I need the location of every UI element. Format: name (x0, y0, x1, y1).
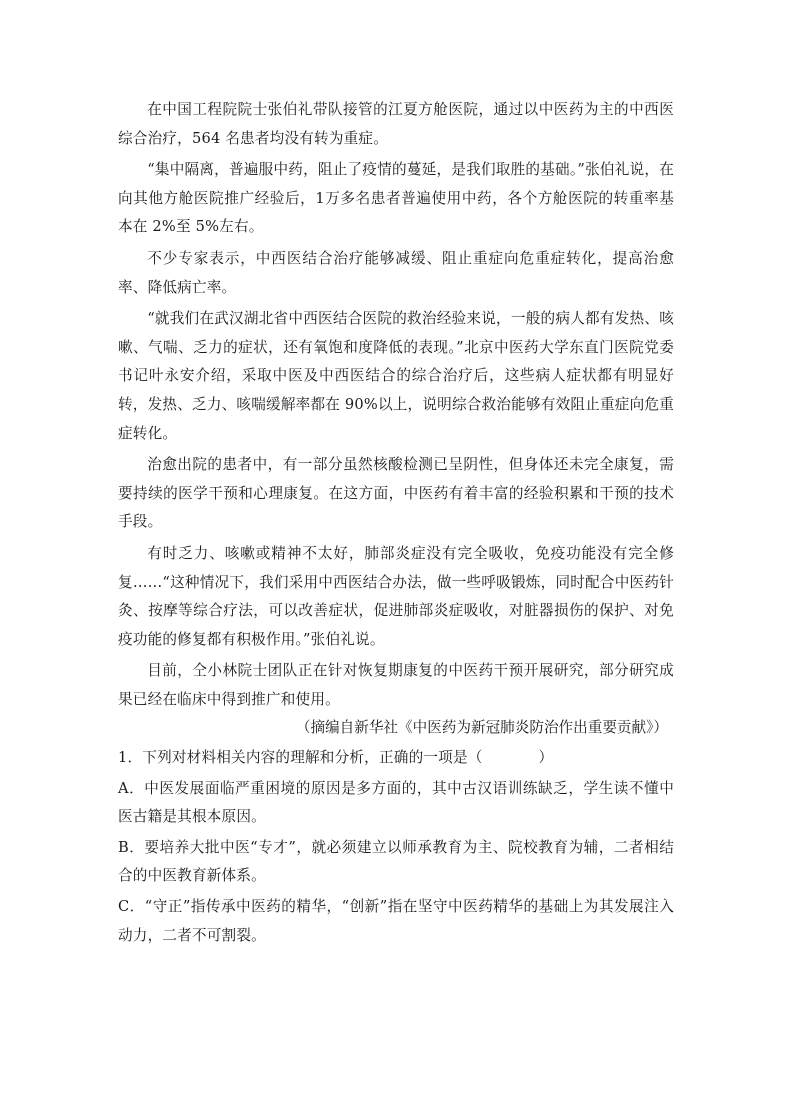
option-b: B．要培养大批中医“专才”，就必须建立以师承教育为主、院校教育为辅，二者相结合的中医教育新体系。 (118, 838, 674, 885)
article-paragraph-3: 不少专家表示，中西医结合治疗能够减缓、阻止重症向危重症转化，提高治愈率、降低病亡率。 (118, 249, 674, 296)
article-paragraph-6: 有时乏力、咳嗽或精神不太好，肺部炎症没有完全吸收，免疫功能没有完全修复……“这种情况下，我们采用中西医结合办法，做一些呼吸锻炼，同时配合中医药针灸、按摩等综合疗法，可以改善症状，促进肺部炎症吸收，对脏器损伤的保护、对免疫功能的修复都有积极作用。”张伯礼说。 (118, 544, 674, 648)
question-stem-text: 1．下列对材料相关内容的理解和分析，正确的一项是（ (118, 749, 483, 767)
article-source: （摘编自新华社《中医药为新冠肺炎防治作出重要贡献》） (295, 719, 668, 737)
article-paragraph-5: 治愈出院的患者中，有一部分虽然核酸检测已呈阴性，但身体还未完全康复，需要持续的医学干预和心理康复。在这方面，中医药有着丰富的经验积累和干预的技术手段。 (118, 456, 674, 531)
option-c: C．“守正”指传承中医药的精华，“创新”指在坚守中医药精华的基础上为其发展注入动力，二者不可割裂。 (118, 898, 674, 944)
article-paragraph-1: 在中国工程院院士张伯礼带队接管的江夏方舱医院，通过以中医药为主的中西医综合治疗，564 名患者均没有转为重症。 (118, 101, 674, 147)
question-stem-close: ） (538, 749, 554, 767)
article-paragraph-7: 目前，仝小林院士团队正在针对恢复期康复的中医药干预开展研究，部分研究成果已经在临床中得到推广和使用。 (118, 662, 674, 708)
article-paragraph-2: “集中隔离，普遍服中药，阻止了疫情的蔓延，是我们取胜的基础。”张伯礼说，在向其他方舱医院推广经验后，1万多名患者普遍使用中药，各个方舱医院的转重率基本在 2%至 5%左右。 (118, 161, 674, 236)
article-body (118, 96, 674, 743)
question-stem (118, 744, 674, 773)
document-page (118, 96, 674, 950)
question-block (118, 744, 674, 950)
option-a: A．中医发展面临严重困境的原因是多方面的，其中古汉语训练缺乏，学生读不懂中医古籍是其根本原因。 (118, 779, 674, 826)
article-paragraph-4: “就我们在武汉湖北省中西医结合医院的救治经验来说，一般的病人都有发热、咳嗽、气喘、乏力的症状，还有氧饱和度降低的表现。”北京中医药大学东直门医院党委书记叶永安介绍，采取中医及中西医结合的综合治疗后，这些病人症状都有明显好转，发热、乏力、咳喘缓解率都在 90%以上，说明综合救治能够有效阻止重症向危重症转化。 (118, 310, 674, 442)
